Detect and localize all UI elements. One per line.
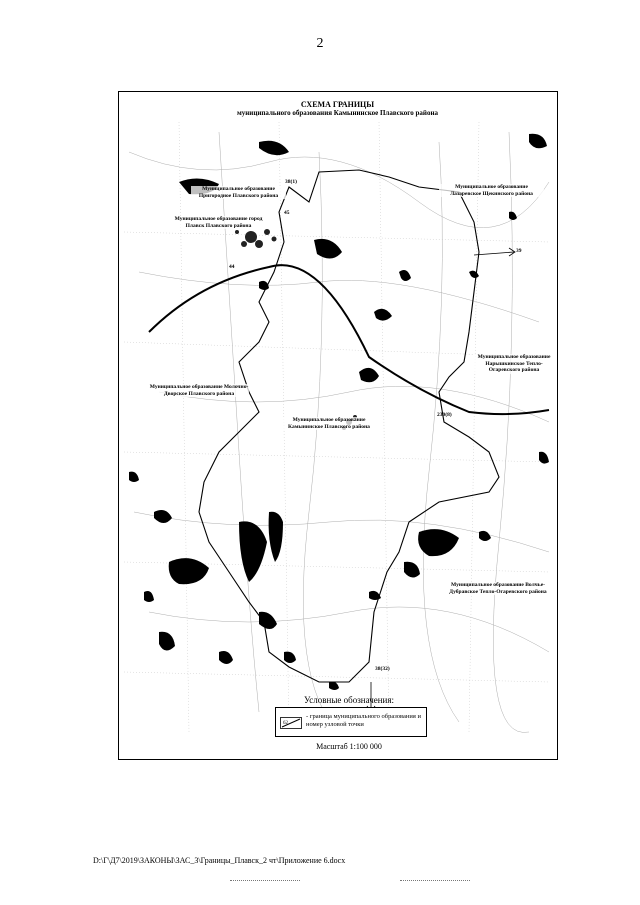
map-frame xyxy=(118,91,558,760)
legend-text: - граница муниципального образования и номер узловой точки xyxy=(306,713,421,728)
point-label: 230(8) xyxy=(437,412,452,418)
map-scale: Масштаб 1:100 000 xyxy=(316,742,382,751)
label-narushinskoe: Муниципальное образование Нарышкинское Тепло-Огаревского района xyxy=(474,354,554,374)
label-molochno: Муниципальное образование Молочно-Дворское Плавского района xyxy=(149,384,249,397)
legend-box xyxy=(275,707,427,737)
legend xyxy=(269,695,429,741)
legend-marker: 62 xyxy=(283,721,288,726)
map-title: СХЕМА ГРАНИЦЫ xyxy=(300,100,375,109)
footer-divider xyxy=(400,880,470,882)
footer-divider xyxy=(230,880,300,882)
label-volchye: Муниципальное образование Волчье-Дубравское Тепло-Огаревского района xyxy=(444,582,552,595)
boundary-line-icon xyxy=(280,717,302,729)
label-kamyninskoe: Муниципальное образование Камынинское Плавского района xyxy=(279,417,379,430)
point-label: 38(1) xyxy=(285,179,297,185)
point-label: 39 xyxy=(516,248,522,254)
label-plavsk: Муниципальное образование город Плавск Плавского района xyxy=(171,216,266,229)
footer-file-path: D:\Г\Д7\2019\ЗАКОНЫ\ЗАС_3\Границы_Плавск_2 чт\Приложение 6.docx xyxy=(93,856,346,865)
page-number: 2 xyxy=(316,36,324,51)
map-subtitle: муниципального образования Камынинское Плавского района xyxy=(236,109,438,117)
label-prigorodnoe: Муниципальное образование Пригородное Плавского района xyxy=(191,186,286,199)
point-label: 45 xyxy=(284,210,290,216)
label-lazarevskoe: Муниципальное образование Лазаревское Щекинского района xyxy=(439,184,544,197)
point-label: 44 xyxy=(229,264,235,270)
point-label: 38(32) xyxy=(375,666,390,672)
legend-title: Условные обозначения: xyxy=(303,695,394,705)
